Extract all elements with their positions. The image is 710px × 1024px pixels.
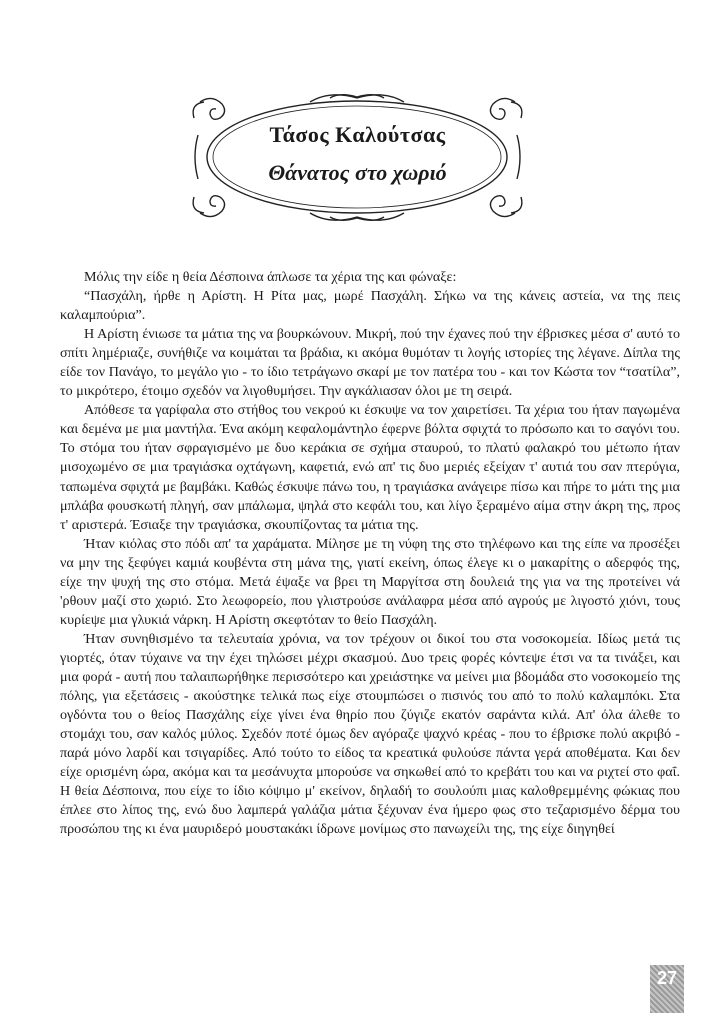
story-title: Θάνατος στο χωριό xyxy=(268,160,447,185)
title-cartouche xyxy=(190,90,525,225)
paragraph: Απόθεσε τα γαρίφαλα στο στήθος του νεκρού κι έσκυψε να τον χαιρετίσει. Τα χέρια του ήταν παγωμένα και δεμένα με μια μαντήλα. Ένα ακόμη κεφαλομάντηλο έφερνε βόλτα σφιχτά το πρόσωπο και το σαγόνι του. Το στόμα του ήταν σφραγισμένο με δυο κεράκια σε σχήμα σταυρού, το πλατύ φαλακρό του μέτωπο ήταν μισοχωμένο σε μια τραγιάσκα οχτάγωνη, καφετιά, ενώ απ' τις δυο μεριές εξείχαν τ' αυτιά του σαν πτερύγια, ταπωμένα σφιχτά με βαμβάκι. Καθώς έσκυψε πάνω του, η τραγιάσκα ανάγειρε πίσω και πήρε το μάτι της μια μπλάβα φουσκωτή πληγή, σαν μπάλωμα, ψηλά στο κεφάλι του, και λίγο ξεραμένο αίμα στην άκρη της, προς τ' αριστερά. Έσιαξε την τραγιάσκα, σκουπίζοντας τα μάτια της. xyxy=(60,402,680,533)
paragraph: Ήταν συνηθισμένο τα τελευταία χρόνια, να τον τρέχουν οι δικοί του στα νοσοκομεία. Ιδίως μετά τις γιορτές, όταν τύχαινε να την έχει τηλώσει μέχρι σκασμού. Δυο τρεις φορές κόντεψε έτσι να τα τινάξει, και μια φορά - αυτή που ταλαιπωρήθηκε περισσότερο και χρειάστηκε να μείνει μια βδομάδα στο νοσοκομείο της πόλης, για εξετάσεις - ακούστηκε τελικά πως είχε στουμπώσει ο πισινός του από το πολύ καλαμπόκι. Στα ογδόντα του ο θείος Πασχάλης είχε γίνει ένα θηρίο που ζύγιζε εκατόν σαράντα κιλά. Απ' όλα άλεθε το στομάχι του, σαν καλός μύλος. Σχεδόν ποτέ όμως δεν αγόραζε ψαχνό κρέας - που το έβρισκε πολύ ακριβό - παρά μόνο λαρδί και τσιγαρίδες. Από τούτο το είδος τα κρεατικά φυλούσε πάντα γερά αποθέματα. Και δεν είχε ορισμένη ώρα, ακόμα και τα μεσάνυχτα μπορούσε να σηκωθεί από το κρεβάτι του και να ριχτεί στο φαΐ. Η θεία Δέσποινα, που είχε το ίδιο κόψιμο μ' εκείνον, δηλαδή το σουλούπι μιας καλοθρεμμένης φώκιας που έπλεε στο λίπος της, ενώ δυο λαμπερά γαλάζια μάτια ξέχυναν ένα ήμερο φως στο τεζαρισμένο δέρμα του προσώπου της κι ένα μαυριδερό μουστακάκι ίδρωνε μονίμως στο πανωχείλι της, της είχε διηγηθεί xyxy=(60,630,680,838)
paragraph: Μόλις την είδε η θεία Δέσποινα άπλωσε τα χέρια της και φώναξε: xyxy=(84,269,457,285)
author-name: Τάσος Καλούτσας xyxy=(269,122,446,147)
paragraph: “Πασχάλη, ήρθε η Αρίστη. Η Ρίτα μας, μωρέ Πασχάλη. Σήκω να της κάνεις αστεία, να της πεις καλαμπούρια”. xyxy=(60,288,680,324)
ornamental-frame xyxy=(190,90,525,225)
story-body xyxy=(60,268,680,839)
paragraph: Ήταν κιόλας στο πόδι απ' τα χαράματα. Μίλησε με τη νύφη της στο τηλέφωνο και της είπε να προσέξει να μην της ξεφύγει καμιά κουβέντα στη μάνα της, γιατί εκείνη, όπως έλεγε κι ο μακαρίτης ο αδερφός της, είχε την ψυχή της στο στόμα. Μετά έψαξε να βρει τη Μαργίτσα στη δουλειά της για να της προτείνει νά 'ρθουν μαζί στο χωριό. Στο λεωφορείο, που γλιστρούσε ανάλαφρα μέσα από αγρούς με λιγοστό χιόνι, τους κυρίεψε μια γλυκιά νάρκη. Η Αρίστη σκεφτόταν το θείο Πασχάλη. xyxy=(60,535,680,628)
page-number-tab: 27 xyxy=(650,965,684,1013)
paragraph: Η Αρίστη ένιωσε τα μάτια της να βουρκώνουν. Μικρή, πού την έχανες πού την έβρισκες μέσα σ' αυτό το σπίτι λημέριαζε, συνήθιζε να κοιμάται τα βράδια, κι ακόμα θυμόταν τι λογής ιστορίες της λέγανε. Δίπλα της είδε τον Πανάγο, το μεγάλο γιο - το ίδιο τετράγωνο σκαρί με τον πατέρα του - και τον Κώστα τον “τσατίλα”, το μικρότερο, έτοιμο σχεδόν να λιγοθυμήσει. Την αγκάλιασαν όλοι με τη σειρά. xyxy=(60,326,680,400)
